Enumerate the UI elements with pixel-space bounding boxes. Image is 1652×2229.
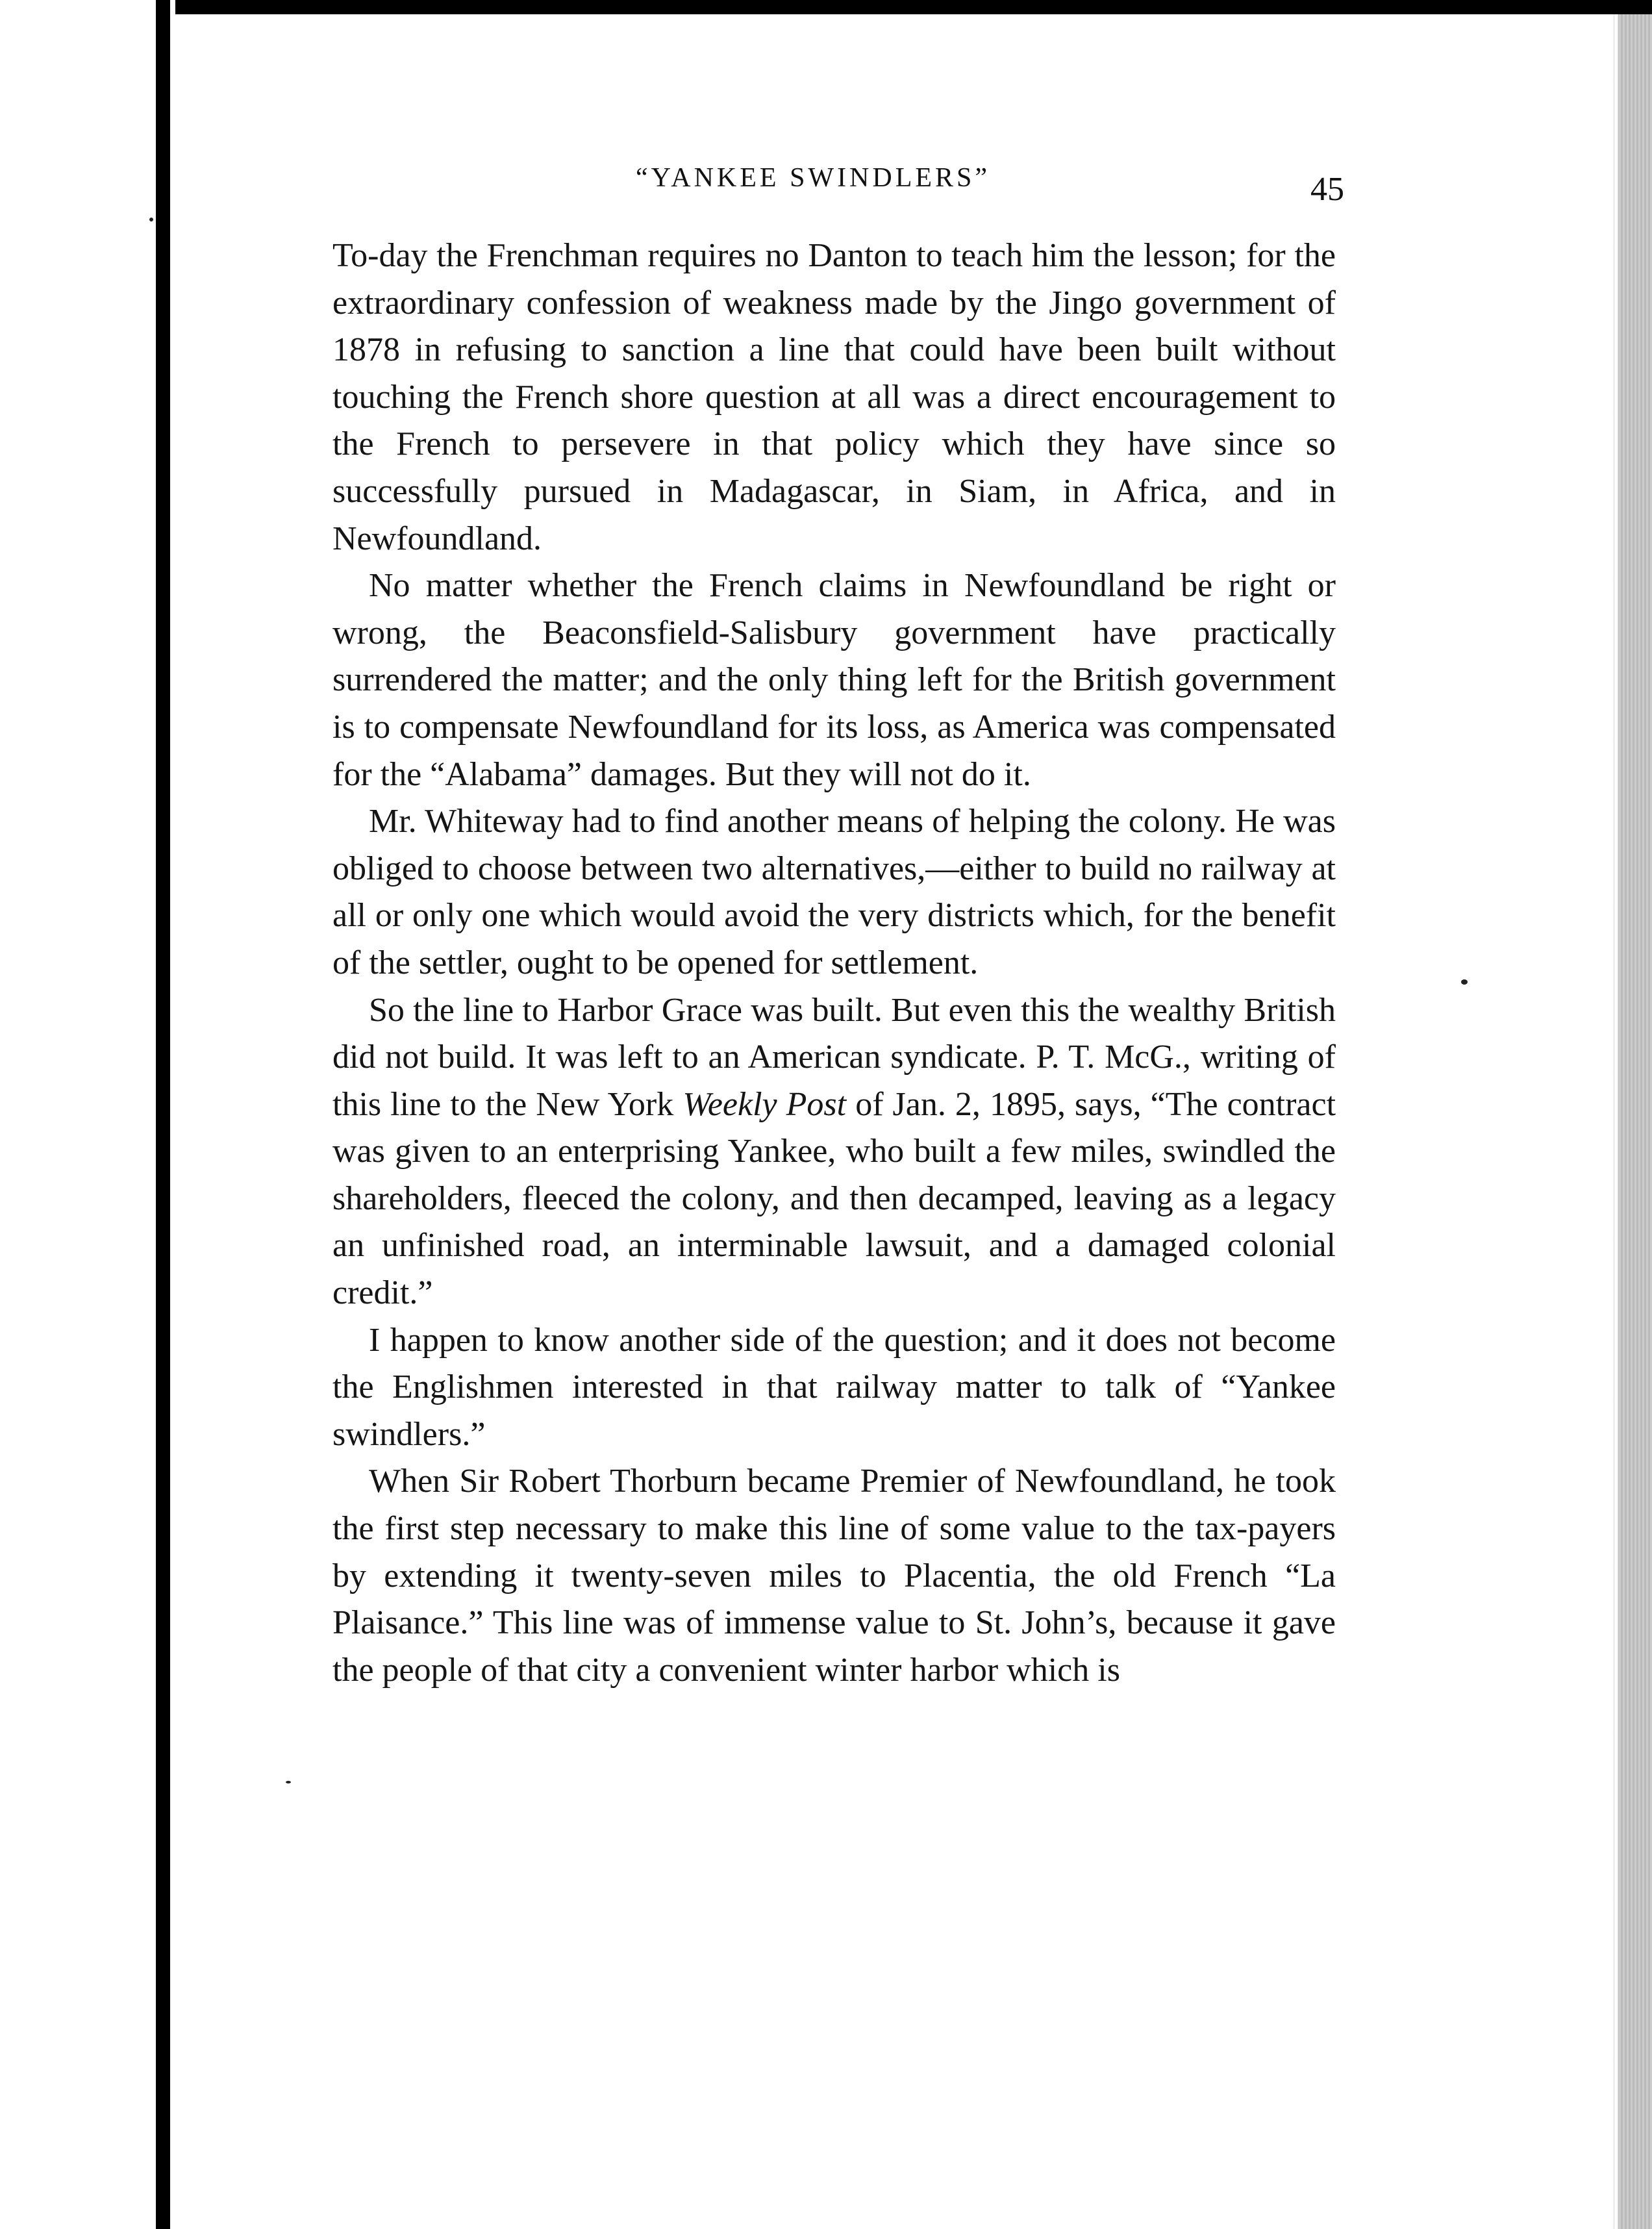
book-gutter xyxy=(156,0,170,2229)
running-head-text: “YANKEE SWINDLERS” xyxy=(635,163,991,193)
body-text xyxy=(332,233,1336,1694)
facing-page-margin xyxy=(0,0,175,2229)
paragraph-5: I happen to know another side of the question; and it does not become the Englishmen interested in that railway matter to talk of “Yankee swindlers.” xyxy=(332,1321,1336,1453)
scan-speck xyxy=(286,1781,291,1783)
paragraph-3: Mr. Whiteway had to find another means of helping the colony. He was obliged to choose between two alternatives,—either to build no railway at all or only one which would avoid the very districts which, for the benefit of the settler, ought to be opened for settlement. xyxy=(332,803,1336,981)
running-head xyxy=(0,162,1652,194)
paragraph-4-part-1: So the line to Harbor Grace was built. But even this the wealthy British did not build. It was left to an American syndicate. P. T. McG., writing of this line to the New York xyxy=(332,991,1336,1123)
paragraph-6: When Sir Robert Thorburn became Premier of Newfoundland, he took the first step necessary to make this line of some value to the tax-payers by extending it twenty-seven miles to Placentia, the old French “La Plaisance.” This line was of immense value to St. John’s, because it gave the people of that city a convenient winter harbor which is xyxy=(332,1463,1336,1689)
paragraph-1: To-day the Frenchman requires no Danton to teach him the lesson; for the extraordinary confession of weakness made by the Jingo government of 1878 in refusing to sanction a line that could have been built without touching the French shore question at all was a direct encouragement to the French to persevere in that policy which they have since so successfully pursued in Madagascar, in Siam, in Africa, and in Newfoundland. xyxy=(332,237,1336,557)
paragraph-4 xyxy=(332,987,1336,1317)
page-number: 45 xyxy=(1310,171,1344,208)
page-edges xyxy=(1613,14,1652,2229)
scan-speck xyxy=(149,218,153,221)
paragraph-2: No matter whether the French claims in Newfoundland be right or wrong, the Beaconsfield-Salisbury government have practically surrendered the matter; and the only thing left for the British government is to compensate Newfoundland for its loss, as America was compensated for the “Alabama” damages. But they will not do it. xyxy=(332,567,1336,793)
paragraph-4-part-2: of Jan. 2, 1895, says, “The contract was given to an enterprising Yankee, who built a few miles, swindled the shareholders, fleeced the colony, and then decamped, leaving as a legacy an unfinished road, an interminable lawsuit, and a damaged colonial credit.” xyxy=(332,1085,1336,1312)
scan-speck xyxy=(1461,979,1468,985)
newspaper-title: Weekly Post xyxy=(682,1085,847,1123)
